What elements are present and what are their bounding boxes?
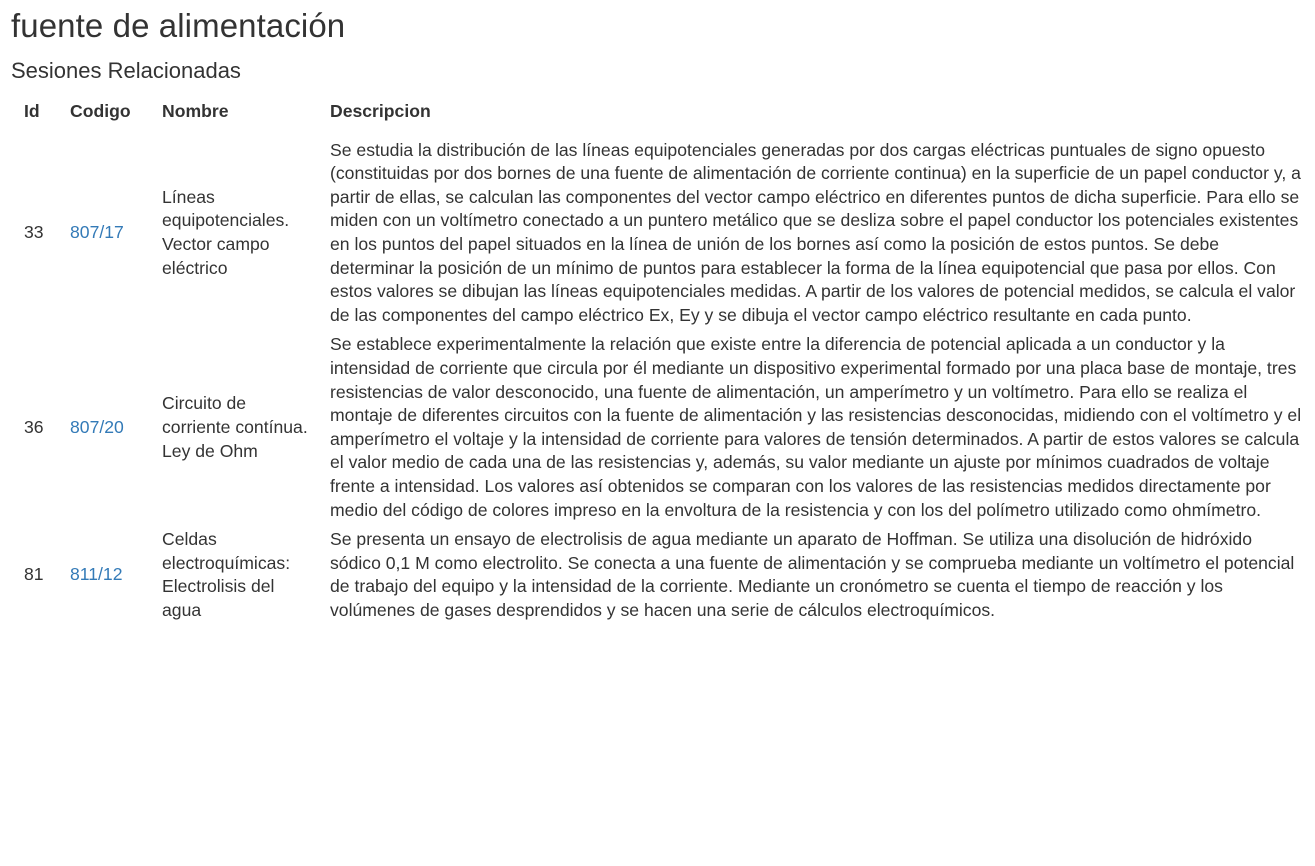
table-row <box>11 330 1305 525</box>
codigo-link[interactable]: 807/17 <box>70 222 124 243</box>
cell-nombre: Circuito de corriente contínua. Ley de Ohm <box>162 393 308 461</box>
cell-id: 36 <box>24 416 44 437</box>
page-title: fuente de alimentación <box>11 7 346 44</box>
header-codigo: Codigo <box>70 101 131 121</box>
section-subtitle: Sesiones Relacionadas <box>11 58 241 83</box>
cell-id: 81 <box>24 564 44 585</box>
table-body <box>11 136 1305 626</box>
table-header <box>11 94 1305 136</box>
cell-codigo <box>62 136 156 331</box>
header-id: Id <box>24 101 40 121</box>
table-row <box>11 136 1305 331</box>
table-header-row <box>11 94 1305 136</box>
header-nombre: Nombre <box>162 101 229 121</box>
header-descripcion: Descripcion <box>330 101 431 121</box>
codigo-link[interactable]: 811/12 <box>70 564 123 585</box>
codigo-link[interactable]: 807/20 <box>70 416 124 437</box>
cell-descripcion: Se estudia la distribución de las líneas equipotenciales generadas por dos cargas eléctricas puntuales de signo opuesto (constituidas por dos bornes de una fuente de alimentación de corriente continua) en la superficie de un papel conductor y, a partir de ellas, se calculan las componentes del vector campo eléctrico en diferentes puntos de dicha superficie. Para ello se miden con un voltímetro conectado a un puntero metálico que se desliza sobre el papel conductor los potenciales existentes en los puntos del papel situados en la línea de unión de los bornes así como la posición de estos puntos. Se debe determinar la posición de un mínimo de puntos para establecer la forma de la línea equipotencial que pasa por ellos. Con estos valores se dibujan las líneas equipotenciales medidas. A partir de los valores de potencial medidos, se calcula el valor de las componentes del campo eléctrico Ex, Ey y se dibuja el vector campo eléctrico resultante en cada punto. <box>330 139 1301 325</box>
cell-descripcion: Se establece experimentalmente la relación que existe entre la diferencia de potencial aplicada a un conductor y la intensidad de corriente que circula por él mediante un dispositivo experimental formado por una placa base de montaje, tres resistencias de valor desconocido, una fuente de alimentación, un amperímetro y un voltímetro. Para ello se realiza el montaje de diferentes circuitos con la fuente de alimentación y las resistencias desconocidas, midiendo con el voltímetro y el amperímetro el voltaje y la intensidad de corriente para valores de tensión determinados. A partir de estos valores se calcula el valor medio de cada una de las resistencias y, además, su valor mediante un ajuste por mínimos cuadrados de voltaje frente a intensidad. Los valores así obtenidos se comparan con los valores de las resistencias medidos directamente por medio del código de colores impreso en la envoltura de la resistencia y con los del polímetro utilizado como ohmímetro. <box>330 334 1302 520</box>
cell-nombre: Celdas electroquímicas: Electrolisis del agua <box>162 529 291 620</box>
cell-codigo <box>62 330 156 525</box>
cell-codigo <box>62 525 156 625</box>
sessions-table <box>11 94 1305 625</box>
cell-descripcion: Se presenta un ensayo de electrolisis de agua mediante un aparato de Hoffman. Se utiliza una disolución de hidróxido sódico 0,1 M como electrolito. Se conecta a una fuente de alimentación y se comprueba mediante un voltímetro el potencial de trabajo del equipo y la intensidad de la corriente. Mediante un cronómetro se cuenta el tiempo de reacción y los volúmenes de gases desprendidos y se hacen una serie de cálculos electroquímicos. <box>330 529 1295 620</box>
cell-nombre: Líneas equipotenciales. Vector campo eléctrico <box>162 186 290 278</box>
table-row <box>11 525 1305 625</box>
cell-id: 33 <box>24 222 44 243</box>
